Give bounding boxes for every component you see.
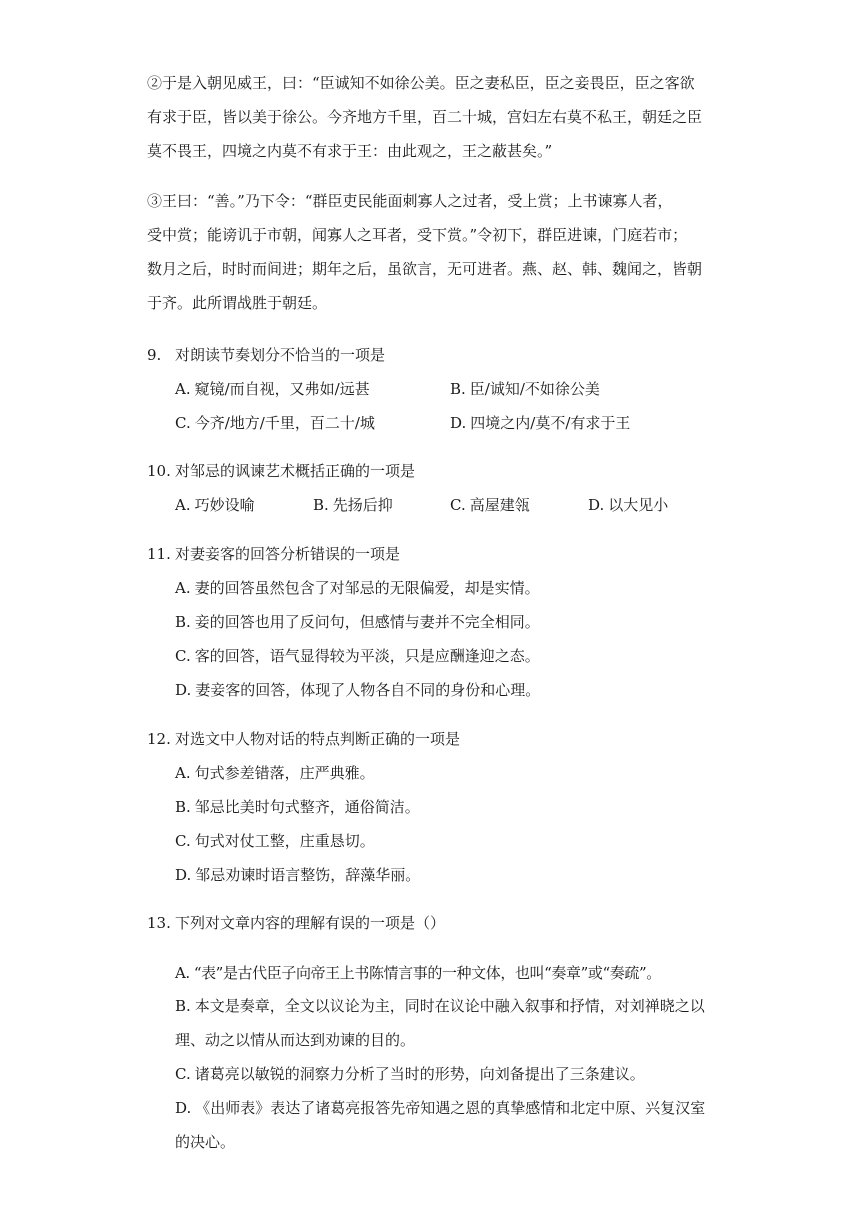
question-11-stem (147, 543, 400, 565)
question-number: 12. (147, 730, 171, 748)
question-11-option-b: B. 妾的回答也用了反问句，但感情与妻并不完全相同。 (175, 613, 540, 631)
passage-line: 受中赏；能谤讥于市朝，闻寡人之耳者，受下赏。”令初下，群臣进谏，门庭若市； (147, 226, 688, 244)
question-13-option-d-continuation: 的决心。 (175, 1133, 236, 1151)
question-11-option-c: C. 客的回答，语气显得较为平淡，只是应酬逢迎之态。 (175, 647, 540, 665)
question-13-option-b-continuation: 理、动之以情从而达到劝谏的目的。 (175, 1031, 416, 1049)
question-10-stem (147, 460, 415, 482)
question-10-option-a: A. 巧妙设喻 (175, 496, 255, 514)
question-text: 对朗读节奏划分不恰当的一项是 (175, 346, 386, 364)
question-number: 9. (147, 346, 162, 364)
question-13-option-d: D. 《出师表》表达了诸葛亮报答先帝知遇之恩的真挚感情和北定中原、兴复汉室 (175, 1099, 706, 1117)
question-13-option-a: A. “表”是古代臣子向帝王上书陈情言事的一种文体，也叫“奏章”或“奏疏”。 (175, 964, 661, 982)
question-9-option-c: C. 今齐/地方/千里，百二十/城 (175, 414, 375, 432)
question-9-option-d: D. 四境之内/莫不/有求于王 (450, 414, 631, 432)
passage-line: ②于是入朝见威王，曰：“臣诚知不如徐公美。臣之妻私臣，臣之妾畏臣，臣之客欲 (147, 74, 695, 92)
passage-paragraph-2 (147, 66, 727, 168)
question-11-option-a: A. 妻的回答虽然包含了对邹忌的无限偏爱，却是实情。 (175, 579, 540, 597)
passage-line: 于齐。此所谓战胜于朝廷。 (147, 294, 328, 312)
question-12-option-a: A. 句式参差错落，庄严典雅。 (175, 764, 375, 782)
question-13-stem (147, 912, 445, 934)
question-text: 下列对文章内容的理解有误的一项是（） (175, 914, 446, 932)
passage-line: ③王曰：“善。”乃下令：“群臣吏民能面刺寡人之过者，受上赏；上书谏寡人者， (147, 192, 673, 210)
passage-line: 有求于臣，皆以美于徐公。今齐地方千里，百二十城，宫妇左右莫不私王，朝廷之臣 (147, 108, 703, 126)
question-12-option-d: D. 邹忌劝谏时语言整饬，辞藻华丽。 (175, 866, 421, 884)
passage-paragraph-3 (147, 184, 727, 320)
question-number: 11. (147, 545, 171, 563)
passage-line: 莫不畏王，四境之内莫不有求于王：由此观之，王之蔽甚矣。” (147, 142, 553, 160)
question-12-option-c: C. 句式对仗工整，庄重恳切。 (175, 832, 375, 850)
question-10-option-d: D. 以大见小 (588, 496, 669, 514)
question-13-option-b: B. 本文是奏章，全文以议论为主，同时在议论中融入叙事和抒情，对刘禅晓之以 (175, 997, 705, 1015)
question-11-option-d: D. 妻妾客的回答，体现了人物各自不同的身份和心理。 (175, 681, 541, 699)
question-10-option-c: C. 高屋建瓴 (450, 496, 530, 514)
question-number: 13. (147, 914, 171, 932)
question-text: 对选文中人物对话的特点判断正确的一项是 (175, 730, 461, 748)
question-13-option-c: C. 诸葛亮以敏锐的洞察力分析了当时的形势，向刘备提出了三条建议。 (175, 1065, 645, 1083)
question-text: 对邹忌的讽谏艺术概括正确的一项是 (175, 462, 416, 480)
question-9-option-b: B. 臣/诚知/不如徐公美 (450, 380, 600, 398)
question-12-stem (147, 728, 460, 750)
question-9-stem (147, 344, 385, 366)
question-text: 对妻妾客的回答分析错误的一项是 (175, 545, 401, 563)
question-10-option-b: B. 先扬后抑 (313, 496, 393, 514)
question-12-option-b: B. 邹忌比美时句式整齐，通俗简洁。 (175, 798, 420, 816)
passage-line: 数月之后，时时而间进；期年之后，虽欲言，无可进者。燕、赵、韩、魏闻之，皆朝 (147, 260, 703, 278)
question-number: 10. (147, 462, 171, 480)
question-9-option-a: A. 窥镜/而自视，又弗如/远甚 (175, 380, 370, 398)
